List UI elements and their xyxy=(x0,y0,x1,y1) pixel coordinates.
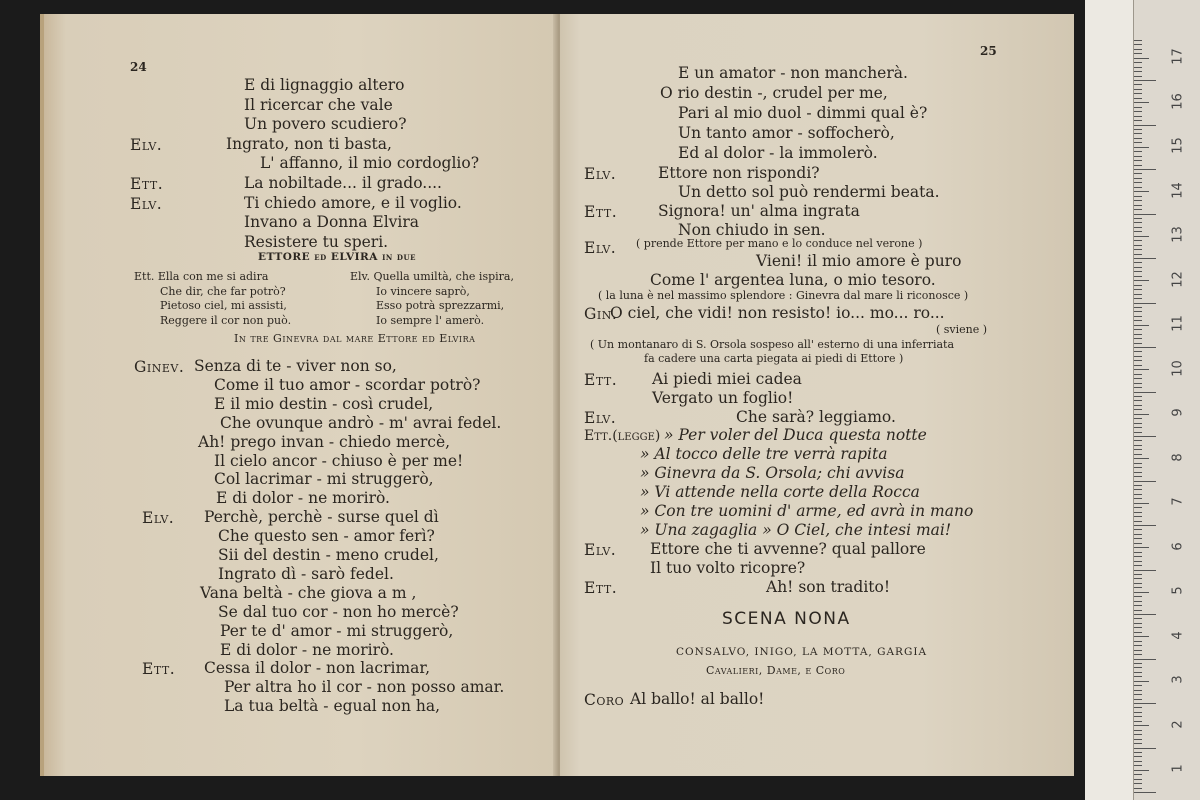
ruler-tick xyxy=(1134,716,1142,717)
duet-line-left: Ett. Ella con me si adira xyxy=(134,270,269,283)
verse-line: Che sarà? leggiamo. xyxy=(736,408,896,426)
ruler-tick xyxy=(1134,182,1142,183)
verse-line: Al ballo! al ballo! xyxy=(630,690,765,708)
ruler-tick xyxy=(1134,529,1142,530)
verse-line: Signora! un' alma ingrata xyxy=(658,202,860,220)
verse-line: O ciel, che vidi! non resisto! io... mo... ro... xyxy=(610,304,945,322)
duet-line-right: Io sempre l' amerò. xyxy=(376,313,485,327)
ruler-tick xyxy=(1134,765,1142,766)
verse-line: Vergato un foglio! xyxy=(652,389,794,407)
ruler-tick xyxy=(1134,369,1149,370)
ruler-tick xyxy=(1134,440,1142,441)
verse-line: E di dolor - ne morirò. xyxy=(220,640,394,659)
speaker-label: Gin. xyxy=(584,305,618,323)
ruler-tick xyxy=(1134,449,1142,450)
ruler-tick xyxy=(1134,214,1156,215)
ruler-tick xyxy=(1134,71,1142,72)
duet-line-right: Io vincere saprò, xyxy=(376,284,470,298)
ruler-tick xyxy=(1134,494,1142,495)
ruler-tick xyxy=(1134,570,1156,571)
ruler-tick xyxy=(1134,770,1149,771)
ruler-tick xyxy=(1134,151,1142,152)
ruler-tick xyxy=(1134,583,1142,584)
ruler-tick xyxy=(1134,98,1142,99)
speaker-label: Ett. xyxy=(584,579,618,597)
ruler-tick xyxy=(1134,320,1142,321)
ruler-tick xyxy=(1134,107,1142,108)
ruler-number: 14 xyxy=(1170,181,1186,199)
ruler-tick xyxy=(1134,485,1142,486)
ruler-tick xyxy=(1134,699,1142,700)
right-page xyxy=(560,14,1074,776)
ruler-tick xyxy=(1134,578,1142,579)
ruler-tick xyxy=(1134,654,1142,655)
ruler-tick xyxy=(1134,169,1156,170)
ruler-tick xyxy=(1134,405,1142,406)
ruler-tick xyxy=(1134,329,1142,330)
ruler-number: 17 xyxy=(1170,48,1186,65)
ruler-tick xyxy=(1134,498,1142,499)
ruler-tick xyxy=(1134,249,1142,250)
ruler-tick xyxy=(1134,62,1142,63)
ruler-tick xyxy=(1134,534,1142,535)
ruler-tick xyxy=(1134,685,1142,686)
verse-line: Ettore non rispondi? xyxy=(658,164,820,182)
left-page xyxy=(40,14,564,776)
ruler-tick xyxy=(1134,436,1156,437)
verse-line: Senza di te - viver non so, xyxy=(194,357,397,375)
ruler-tick xyxy=(1134,623,1142,624)
ruler-tick xyxy=(1134,730,1142,731)
duet-heading: ETTORE ed ELVIRA in due xyxy=(258,251,416,263)
ruler-tick xyxy=(1134,236,1149,237)
ruler-tick xyxy=(1134,605,1142,606)
speaker-label: Ett.(legge) xyxy=(584,428,661,444)
ruler-tick xyxy=(1134,303,1156,304)
letter-line: » Una zagaglia » O Ciel, che intesi mai! xyxy=(640,521,952,539)
ruler-tick xyxy=(1134,503,1149,504)
measuring-ruler xyxy=(1133,0,1200,800)
ruler-tick xyxy=(1134,271,1142,272)
verse-line: Il tuo volto ricopre? xyxy=(650,559,806,577)
ruler-tick xyxy=(1134,445,1142,446)
ruler-tick xyxy=(1134,147,1149,148)
ruler-tick xyxy=(1134,512,1142,513)
ruler-tick xyxy=(1134,547,1149,548)
verse-line: E il mio destin - così crudel, xyxy=(214,394,434,413)
verse-line: Ingrato, non ti basta, xyxy=(226,134,392,153)
ruler-tick xyxy=(1134,489,1142,490)
ruler-tick xyxy=(1134,84,1142,85)
ruler-tick xyxy=(1134,129,1142,130)
ruler-tick xyxy=(1134,191,1149,192)
verse-line: Col lacrimar - mi struggerò, xyxy=(214,470,434,489)
verse-line: Sii del destin - meno crudel, xyxy=(218,546,439,564)
ruler-tick xyxy=(1134,125,1156,126)
ruler-tick xyxy=(1134,641,1142,642)
speaker-label: Ett. xyxy=(584,203,618,221)
ruler-tick xyxy=(1134,254,1142,255)
letter-line: » Ginevra da S. Orsola; chi avvisa xyxy=(640,464,905,482)
ruler-tick xyxy=(1134,507,1142,508)
ruler-tick xyxy=(1134,618,1142,619)
ruler-tick xyxy=(1134,725,1149,726)
ruler-tick xyxy=(1134,409,1142,410)
verse-line: La tua beltà - egual non ha, xyxy=(224,697,441,716)
ruler-tick xyxy=(1134,454,1142,455)
verse-line: Un tanto amor - soffocherò, xyxy=(678,124,895,142)
verse-line: Un detto sol può rendermi beata. xyxy=(678,183,940,201)
ruler-tick xyxy=(1134,596,1142,597)
speaker-label: Elv. xyxy=(130,194,163,213)
ruler-tick xyxy=(1134,58,1149,59)
ruler-tick xyxy=(1134,351,1142,352)
verse-line: Vana beltà - che giova a m , xyxy=(200,583,417,602)
verse-line: E di dolor - ne morirò. xyxy=(216,489,390,508)
verse-line: Ah! prego invan - chiedo mercè, xyxy=(198,432,451,451)
ruler-tick xyxy=(1134,365,1142,366)
speaker-label: Elv. xyxy=(584,409,617,427)
duet-line-left: Reggere il cor non può. xyxy=(160,313,292,327)
ruler-tick xyxy=(1134,276,1142,277)
ruler-tick xyxy=(1134,76,1142,77)
ruler-tick xyxy=(1134,116,1142,117)
ruler-tick xyxy=(1134,645,1142,646)
ruler-tick xyxy=(1134,325,1149,326)
ruler-number: 8 xyxy=(1170,452,1186,462)
ruler-tick xyxy=(1134,779,1142,780)
ruler-number: 11 xyxy=(1170,315,1186,332)
ruler-tick xyxy=(1134,374,1142,375)
speaker-label: Ett. xyxy=(584,371,618,389)
ruler-tick xyxy=(1134,561,1142,562)
ruler-tick xyxy=(1134,783,1142,784)
speaker-label: Elv. xyxy=(584,541,617,559)
ruler-tick xyxy=(1134,739,1142,740)
ruler-tick xyxy=(1134,632,1142,633)
ruler-tick xyxy=(1134,102,1149,103)
ruler-tick xyxy=(1134,556,1142,557)
ruler-tick xyxy=(1134,262,1142,263)
ruler-tick xyxy=(1134,53,1142,54)
trio-heading: In tre Ginevra dal mare Ettore ed Elvira xyxy=(234,332,476,345)
verse-line: E un amator - non mancherà. xyxy=(678,64,908,82)
verse-line: Come l' argentea luna, o mio tesoro. xyxy=(650,271,936,289)
stage-direction: ( sviene ) xyxy=(936,323,988,336)
ruler-number: 10 xyxy=(1170,359,1186,377)
ruler-tick xyxy=(1134,298,1142,299)
ruler-tick xyxy=(1134,672,1142,673)
verse-line: Ti chiedo amore, e il voglio. xyxy=(244,193,462,212)
ruler-number: 5 xyxy=(1170,586,1186,595)
ruler-tick xyxy=(1134,721,1142,722)
ruler-number: 1 xyxy=(1170,764,1186,773)
verse-line: Non chiudo in sen. xyxy=(678,221,826,239)
ruler-tick xyxy=(1134,650,1142,651)
ruler-tick xyxy=(1134,565,1142,566)
verse-line: Che questo sen - amor ferì? xyxy=(218,527,435,546)
speaker-label: Coro xyxy=(584,691,625,709)
verse-line: Ettore che ti avvenne? qual pallore xyxy=(650,540,926,558)
ruler-number: 7 xyxy=(1170,497,1186,506)
ruler-tick xyxy=(1134,205,1142,206)
verse-line: Un povero scudiero? xyxy=(244,115,407,134)
verse-line: L' affanno, il mio cordoglio? xyxy=(260,154,480,173)
ruler-tick xyxy=(1134,743,1142,744)
ruler-tick xyxy=(1134,681,1149,682)
speaker-label: Ginev. xyxy=(134,358,185,376)
ruler-tick xyxy=(1134,756,1142,757)
ruler-tick xyxy=(1134,538,1142,539)
ruler-number: 6 xyxy=(1170,541,1186,551)
ruler-tick xyxy=(1134,614,1156,615)
scene-title: SCENA NONA xyxy=(722,609,851,629)
letter-line: » Per voler del Duca questa notte xyxy=(664,426,927,444)
ruler-tick xyxy=(1134,694,1142,695)
page-number: 25 xyxy=(980,44,997,58)
ruler-tick xyxy=(1134,387,1142,388)
ruler-tick xyxy=(1134,378,1142,379)
ruler-tick xyxy=(1134,525,1156,526)
ruler-tick xyxy=(1134,788,1142,789)
speaker-label: Elv. xyxy=(130,135,163,154)
ruler-tick xyxy=(1134,285,1142,286)
duet-line-right: Elv. Quella umiltà, che ispira, xyxy=(350,270,514,283)
ruler-tick xyxy=(1134,218,1142,219)
ruler-tick xyxy=(1134,231,1142,232)
ruler-tick xyxy=(1134,392,1156,393)
ruler-tick xyxy=(1134,173,1142,174)
ruler-tick xyxy=(1134,574,1142,575)
ruler-tick xyxy=(1134,703,1156,704)
verse-line: Ingrato dì - sarò fedel. xyxy=(218,564,394,583)
verse-line: Pari al mio duol - dimmi qual è? xyxy=(678,104,928,122)
ruler-tick xyxy=(1134,587,1142,588)
verse-line: E di lignaggio altero xyxy=(244,76,405,94)
ruler-tick xyxy=(1134,178,1142,179)
ruler-number: 9 xyxy=(1170,408,1186,417)
ruler-tick xyxy=(1134,311,1142,312)
ruler-tick xyxy=(1134,89,1142,90)
ruler-tick xyxy=(1134,636,1149,637)
ruler-tick xyxy=(1134,659,1156,660)
speaker-label: Elv. xyxy=(142,509,175,528)
ruler-tick xyxy=(1134,610,1142,611)
ruler-tick xyxy=(1134,338,1142,339)
ruler-tick xyxy=(1134,120,1142,121)
duet-line-right: Esso potrà sprezzarmi, xyxy=(376,299,505,312)
ruler-tick xyxy=(1134,667,1142,668)
ruler-number: 15 xyxy=(1170,137,1186,154)
ruler-tick xyxy=(1134,627,1142,628)
verse-line: Per altra ho il cor - non posso amar. xyxy=(224,678,505,697)
verse-line: Il cielo ancor - chiuso è per me! xyxy=(214,451,464,470)
stage-direction: fa cadere una carta piegata ai piedi di Ettore ) xyxy=(644,352,904,365)
ruler-tick xyxy=(1134,792,1156,793)
ruler-tick xyxy=(1134,343,1142,344)
ruler-tick xyxy=(1134,458,1149,459)
ruler-tick xyxy=(1134,414,1149,415)
letter-line: » Al tocco delle tre verrà rapita xyxy=(640,445,888,463)
ruler-tick xyxy=(1134,516,1142,517)
ruler-number: 3 xyxy=(1170,675,1186,684)
ruler-number: 2 xyxy=(1170,719,1186,729)
ruler-tick xyxy=(1134,289,1142,290)
ruler-tick xyxy=(1134,383,1142,384)
ruler-tick xyxy=(1134,196,1142,197)
ruler-tick xyxy=(1134,734,1142,735)
letter-line: » Vi attende nella corte della Rocca xyxy=(640,483,920,501)
ruler-tick xyxy=(1134,160,1142,161)
duet-line-left: Che dir, che far potrò? xyxy=(160,284,286,298)
ruler-tick xyxy=(1134,543,1142,544)
ruler-tick xyxy=(1134,44,1142,45)
verse-line: Se dal tuo cor - non ho mercè? xyxy=(218,602,459,621)
page-number: 24 xyxy=(130,60,147,74)
ruler-tick xyxy=(1134,423,1142,424)
ruler-tick xyxy=(1134,165,1142,166)
verse-line: Ah! son tradito! xyxy=(766,578,891,596)
ruler-tick xyxy=(1134,418,1142,419)
cast-list-secondary: Cavalieri, Dame, e Coro xyxy=(706,664,846,677)
ruler-tick xyxy=(1134,93,1142,94)
letter-line: » Con tre uomini d' arme, ed avrà in mano xyxy=(640,502,974,520)
ruler-tick xyxy=(1134,356,1142,357)
ruler-tick xyxy=(1134,400,1142,401)
ruler-tick xyxy=(1134,347,1156,348)
speaker-label: Ett. xyxy=(130,175,164,193)
speaker-label: Ett. xyxy=(142,660,176,679)
ruler-tick xyxy=(1134,463,1142,464)
ruler-tick xyxy=(1134,67,1142,68)
ruler-number: 16 xyxy=(1170,92,1186,110)
verse-line: Come il tuo amor - scordar potrò? xyxy=(214,375,481,394)
ruler-tick xyxy=(1134,707,1142,708)
ruler-tick xyxy=(1134,40,1142,41)
verse-line: Vieni! il mio amore è puro xyxy=(756,252,962,270)
ruler-number: 13 xyxy=(1170,226,1186,243)
ruler-tick xyxy=(1134,245,1142,246)
ruler-tick xyxy=(1134,209,1142,210)
ruler-tick xyxy=(1134,294,1142,295)
verse-line: Per te d' amor - mi struggerò, xyxy=(220,621,454,640)
ruler-number: 4 xyxy=(1170,630,1186,640)
ruler-tick xyxy=(1134,752,1142,753)
ruler-number: 12 xyxy=(1170,270,1186,288)
ruler-tick xyxy=(1134,334,1142,335)
verse-line: Cessa il dolor - non lacrimar, xyxy=(204,659,431,678)
ruler-tick xyxy=(1134,432,1142,433)
ruler-tick xyxy=(1134,133,1142,134)
ruler-tick xyxy=(1134,521,1142,522)
ruler-tick xyxy=(1134,49,1142,50)
ruler-tick xyxy=(1134,592,1149,593)
ruler-tick xyxy=(1134,307,1142,308)
ruler-tick xyxy=(1134,467,1142,468)
ruler-tick xyxy=(1134,360,1142,361)
ruler-tick xyxy=(1134,676,1142,677)
verse-line: Ed al dolor - la immolerò. xyxy=(678,144,878,162)
verse-line: O rio destin -, crudel per me, xyxy=(660,84,888,102)
ruler-tick xyxy=(1134,258,1156,259)
cast-list: CONSALVO, INIGO, LA MOTTA, GARGIA xyxy=(676,646,928,658)
ruler-tick xyxy=(1134,240,1142,241)
verse-line: Invano a Donna Elvira xyxy=(244,213,420,232)
ruler-tick xyxy=(1134,156,1142,157)
ruler-tick xyxy=(1134,227,1142,228)
stage-direction: ( prende Ettore per mano e lo conduce nel verone ) xyxy=(636,237,923,250)
ruler-tick xyxy=(1134,552,1142,553)
ruler-tick xyxy=(1134,111,1142,112)
verse-line: Ai piedi miei cadea xyxy=(652,370,802,388)
ruler-tick xyxy=(1134,138,1142,139)
ruler-tick xyxy=(1134,761,1142,762)
verse-line: Perchè, perchè - surse quel dì xyxy=(204,508,439,527)
ruler-tick xyxy=(1134,267,1142,268)
verse-line: Resistere tu speri. xyxy=(244,232,389,251)
verse-line: Il ricercar che vale xyxy=(244,95,393,114)
verse-line: La nobiltade... il grado.... xyxy=(244,174,442,192)
verse-line: Che ovunque andrò - m' avrai fedel. xyxy=(220,413,502,432)
ruler-tick xyxy=(1134,472,1142,473)
ruler-tick xyxy=(1134,481,1156,482)
ruler-tick xyxy=(1134,187,1142,188)
ruler-tick xyxy=(1134,222,1142,223)
ruler-tick xyxy=(1134,316,1142,317)
speaker-label: Elv. xyxy=(584,165,617,183)
speaker-label: Elv. xyxy=(584,239,617,257)
scan-backdrop xyxy=(1085,0,1135,800)
ruler-tick xyxy=(1134,774,1142,775)
stage-direction: ( Un montanaro di S. Orsola sospeso all' esterno di una inferriata xyxy=(590,338,955,351)
ruler-tick xyxy=(1134,476,1142,477)
ruler-tick xyxy=(1134,396,1142,397)
ruler-tick xyxy=(1134,748,1156,749)
stage-direction: ( la luna è nel massimo splendore : Ginevra dal mare li riconosce ) xyxy=(598,289,969,302)
ruler-tick xyxy=(1134,663,1142,664)
ruler-tick xyxy=(1134,280,1149,281)
ruler-tick xyxy=(1134,690,1142,691)
ruler-tick xyxy=(1134,80,1156,81)
ruler-tick xyxy=(1134,712,1142,713)
ruler-tick xyxy=(1134,601,1142,602)
ruler-tick xyxy=(1134,142,1142,143)
ruler-tick xyxy=(1134,200,1142,201)
ruler-tick xyxy=(1134,427,1142,428)
duet-line-left: Pietoso ciel, mi assisti, xyxy=(160,299,287,312)
